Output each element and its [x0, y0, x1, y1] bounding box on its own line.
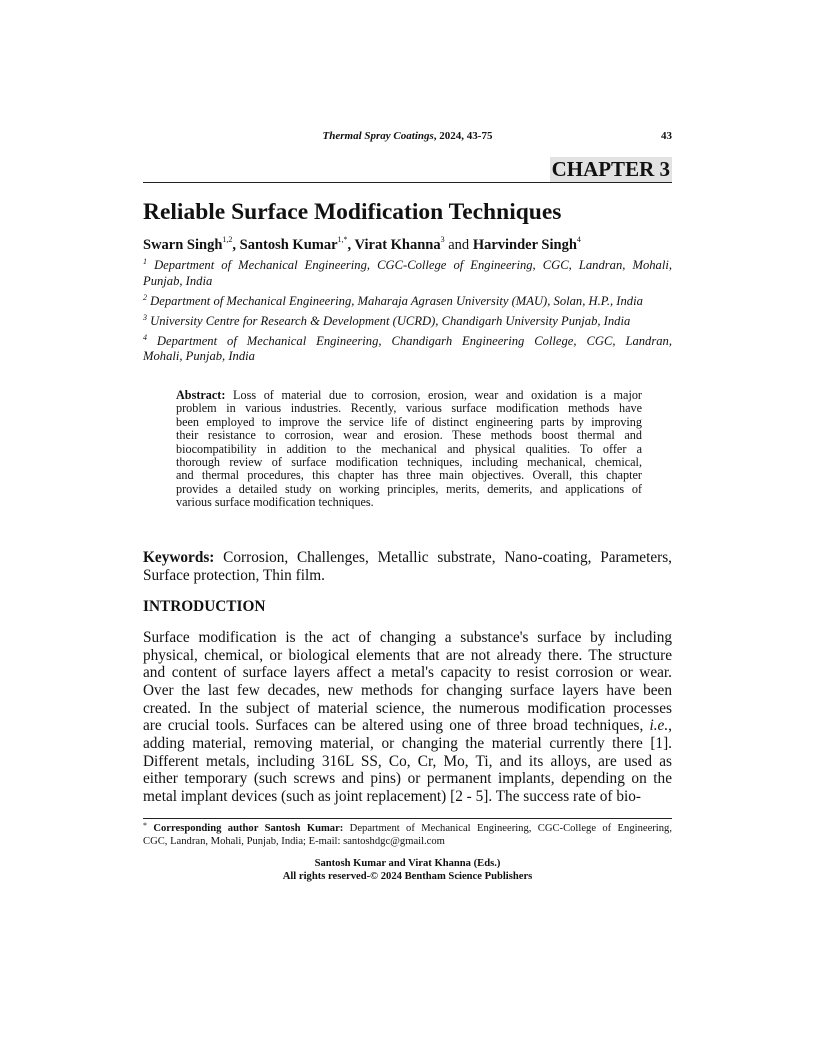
- text: provides a detailed study on working principles, merits, demerits, and applications of: [176, 481, 642, 496]
- author-separator: ,: [232, 237, 240, 253]
- author-list: [143, 236, 672, 254]
- text: their resistance to corrosion, wear and erosion. These methods boost thermal and: [176, 428, 642, 443]
- text: Different metals, including 316L SS, Co, Cr, Mo, Ti, and its alloys, are used as: [143, 752, 672, 770]
- author-affiliation-mark: 1,2: [222, 235, 233, 244]
- text-line: [143, 717, 672, 735]
- text: Surface modification is the act of changing a substance's surface by including: [143, 629, 672, 646]
- author-affiliation-mark: 1,*: [337, 235, 348, 244]
- text: Loss of material due to corrosion, erosion, wear and oxidation is a major: [225, 388, 642, 402]
- author-separator: and: [444, 237, 473, 253]
- footnote-line: [143, 822, 672, 835]
- text-line: [176, 496, 642, 509]
- affiliation-line: [143, 314, 672, 330]
- footnote: [143, 822, 672, 848]
- text-line: [176, 443, 642, 456]
- author-affiliation-mark: 3: [440, 235, 445, 244]
- affiliation-line: [143, 349, 672, 365]
- running-header: [143, 130, 672, 146]
- text-line: [143, 682, 672, 700]
- affiliation-line: [143, 258, 672, 274]
- abstract: [176, 389, 642, 510]
- text: thorough review of surface modification techniques, including mechanical, chemical,: [176, 455, 642, 470]
- text-line: [176, 416, 642, 429]
- text: and content of surface layers affect a metal's capacity to resist corrosion or wear.: [143, 664, 672, 682]
- text-line: [176, 469, 642, 482]
- text-line: [143, 567, 672, 585]
- affiliation-line: [143, 334, 672, 350]
- header-divider: [143, 182, 672, 183]
- text-line: [143, 629, 672, 647]
- keywords-label: Keywords:: [143, 549, 215, 566]
- author-name: Harvinder Singh: [472, 237, 577, 253]
- text-line: [176, 456, 642, 469]
- text: Over the last few decades, new methods for changing surface layers have been: [143, 681, 672, 699]
- footnote-line: [143, 835, 672, 848]
- copyright: All rights reserved-© 2024 Bentham Science Publishers: [282, 871, 533, 882]
- footnote-label: Corresponding author Santosh Kumar:: [147, 823, 344, 834]
- journal-volume: , 2024, 43-75: [433, 130, 493, 142]
- journal-title: Thermal Spray Coatings: [322, 130, 434, 142]
- affiliation-text: University Centre for Research & Development (UCRD), Chandigarh University Punjab, India: [147, 313, 631, 328]
- text: Corrosion, Challenges, Metallic substrate, Nano-coating, Parameters,: [214, 549, 672, 566]
- editors: Santosh Kumar and Virat Khanna (Eds.): [314, 858, 501, 869]
- footnote-divider: [143, 818, 672, 819]
- text-line: [143, 664, 672, 682]
- running-title: [143, 130, 672, 142]
- author-name: Virat Khanna: [354, 237, 441, 253]
- text-line: [176, 389, 642, 402]
- introduction-body: [143, 629, 672, 806]
- abstract-label: Abstract:: [176, 388, 226, 402]
- text: are crucial tools. Surfaces can be altered using one of three broad techniques,: [143, 717, 650, 735]
- text: Surface protection, Thin film.: [143, 567, 325, 584]
- text: been employed to improve the service life of distinct engineering parts by improving: [176, 414, 642, 429]
- chapter-title: Reliable Surface Modification Techniques: [143, 199, 562, 225]
- footnote-text: Department of Mechanical Engineering, CGC-College of Engineering,: [343, 823, 672, 834]
- affiliation: [143, 294, 672, 310]
- keywords: [143, 549, 672, 585]
- text-line: [143, 700, 672, 718]
- affiliation-mark: 1: [143, 257, 147, 266]
- affiliation-text: Punjab, India: [143, 273, 213, 288]
- text: created. In the subject of material science, the numerous modification processes: [143, 699, 672, 717]
- affiliation-mark: 4: [143, 332, 147, 342]
- text-line: [143, 788, 672, 806]
- affiliation-list: [143, 258, 672, 369]
- text: either temporary (such screws and pins) or permanent implants, depending on the: [143, 770, 672, 788]
- affiliation: [143, 258, 672, 289]
- text: various surface modification techniques.: [176, 495, 374, 510]
- text-line: [176, 402, 642, 415]
- text-line: [143, 770, 672, 788]
- affiliation-text: Department of Mechanical Engineering, Chandigarh Engineering College, CGC, Landran,: [147, 333, 672, 348]
- text: ,: [668, 717, 672, 735]
- author-name: Santosh Kumar: [239, 237, 338, 253]
- publisher-info: [143, 857, 672, 883]
- text: problem in various industries. Recently, various surface modification methods have: [176, 401, 642, 416]
- text: biocompatibility in addition to the mechanical and physical qualities. To offer a: [176, 441, 642, 456]
- affiliation-mark: 3: [143, 312, 147, 322]
- affiliation-text: Mohali, Punjab, India: [143, 349, 255, 363]
- affiliation: [143, 334, 672, 365]
- text-line: [176, 429, 642, 442]
- text-line: [143, 753, 672, 771]
- section-heading-introduction: INTRODUCTION: [143, 598, 266, 615]
- text-italic: i.e.: [649, 717, 669, 735]
- affiliation-line: [143, 274, 672, 290]
- text: and thermal procedures, this chapter has three main objectives. Overall, this chapter: [176, 468, 642, 483]
- affiliation-text: Department of Mechanical Engineering, Maharaja Agrasen University (MAU), Solan, H.P., India: [147, 293, 643, 308]
- author-name: Swarn Singh: [143, 237, 223, 253]
- author-affiliation-mark: 4: [576, 235, 581, 244]
- affiliation-text: Department of Mechanical Engineering, CGC-College of Engineering, CGC, Landran, Mohali,: [147, 258, 672, 272]
- footnote-text: CGC, Landran, Mohali, Punjab, India; E-mail: santoshdgc@gmail.com: [143, 836, 445, 847]
- affiliation: [143, 314, 672, 330]
- text: metal implant devices (such as joint replacement) [2 - 5]. The success rate of bio-: [143, 787, 641, 805]
- text-line: [143, 647, 672, 665]
- affiliation-mark: 2: [143, 292, 147, 302]
- text-line: [143, 735, 672, 753]
- page-number: 43: [661, 130, 672, 142]
- footnote-mark: *: [143, 821, 147, 830]
- text-line: [143, 549, 672, 567]
- text: adding material, removing material, or changing the material currently there [1].: [143, 734, 672, 752]
- text-line: [176, 483, 642, 496]
- author-separator: ,: [347, 237, 355, 253]
- affiliation-line: [143, 294, 672, 310]
- chapter-label: CHAPTER 3: [551, 157, 670, 181]
- text: physical, chemical, or biological elements that are not already there. The structure: [143, 646, 672, 664]
